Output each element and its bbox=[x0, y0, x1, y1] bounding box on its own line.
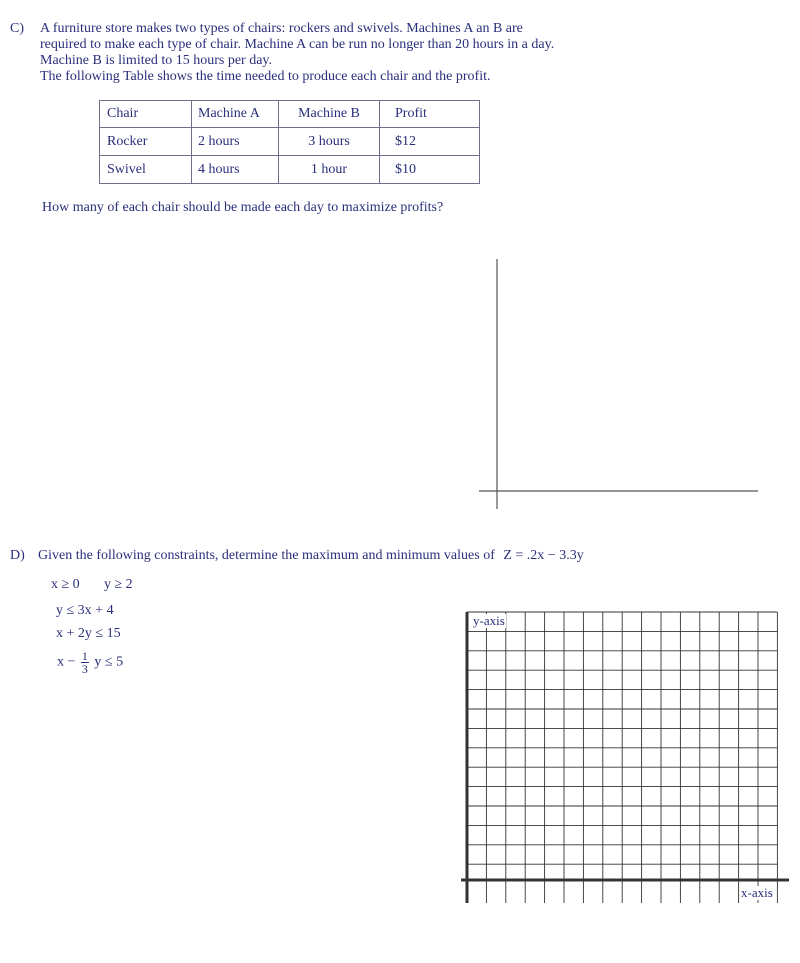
x-axis-label: x-axis bbox=[741, 885, 773, 900]
table-cell: 2 hours bbox=[192, 128, 279, 156]
table-cell: Rocker bbox=[100, 128, 192, 156]
part-c-label: C) bbox=[10, 21, 24, 36]
table-header-cell: Profit bbox=[380, 101, 480, 128]
table-cell: 4 hours bbox=[192, 156, 279, 184]
constraint-y-min: y ≥ 2 bbox=[104, 577, 133, 592]
part-c-line-2: required to make each type of chair. Machine A can be run no longer than 20 hours in a day. bbox=[40, 37, 555, 52]
objective-function: Z = .2x − 3.3y bbox=[503, 548, 584, 563]
fraction-denominator: 3 bbox=[81, 662, 88, 676]
table-cell: 3 hours bbox=[279, 128, 380, 156]
table-header-cell: Machine B bbox=[279, 101, 380, 128]
fraction-numerator: 1 bbox=[81, 649, 88, 663]
part-d-prompt-text: Given the following constraints, determine the maximum and minimum values of bbox=[38, 548, 495, 563]
y-axis-label: y-axis bbox=[473, 613, 505, 628]
table-cell: $10 bbox=[380, 156, 480, 184]
table-header-cell: Machine A bbox=[192, 101, 279, 128]
part-c-line-1: A furniture store makes two types of chairs: rockers and swivels. Machines A an B are bbox=[40, 21, 523, 36]
table-cell: 1 hour bbox=[279, 156, 380, 184]
table-header-cell: Chair bbox=[100, 101, 192, 128]
part-c-line-3: Machine B is limited to 15 hours per day. bbox=[40, 53, 272, 68]
part-d-label: D) bbox=[10, 548, 25, 563]
constraint-fraction-prefix: x − bbox=[57, 654, 76, 670]
part-c-question: How many of each chair should be made each day to maximize profits? bbox=[42, 200, 444, 215]
part-c-line-4: The following Table shows the time needed to produce each chair and the profit. bbox=[40, 69, 491, 84]
constraint-x-nonneg: x ≥ 0 bbox=[51, 577, 80, 592]
constraint-fraction-suffix: y ≤ 5 bbox=[94, 654, 124, 670]
table-cell: $12 bbox=[380, 128, 480, 156]
constraint-y-line: y ≤ 3x + 4 bbox=[56, 603, 114, 618]
constraint-sum: x + 2y ≤ 15 bbox=[56, 626, 121, 641]
table-cell: Swivel bbox=[100, 156, 192, 184]
